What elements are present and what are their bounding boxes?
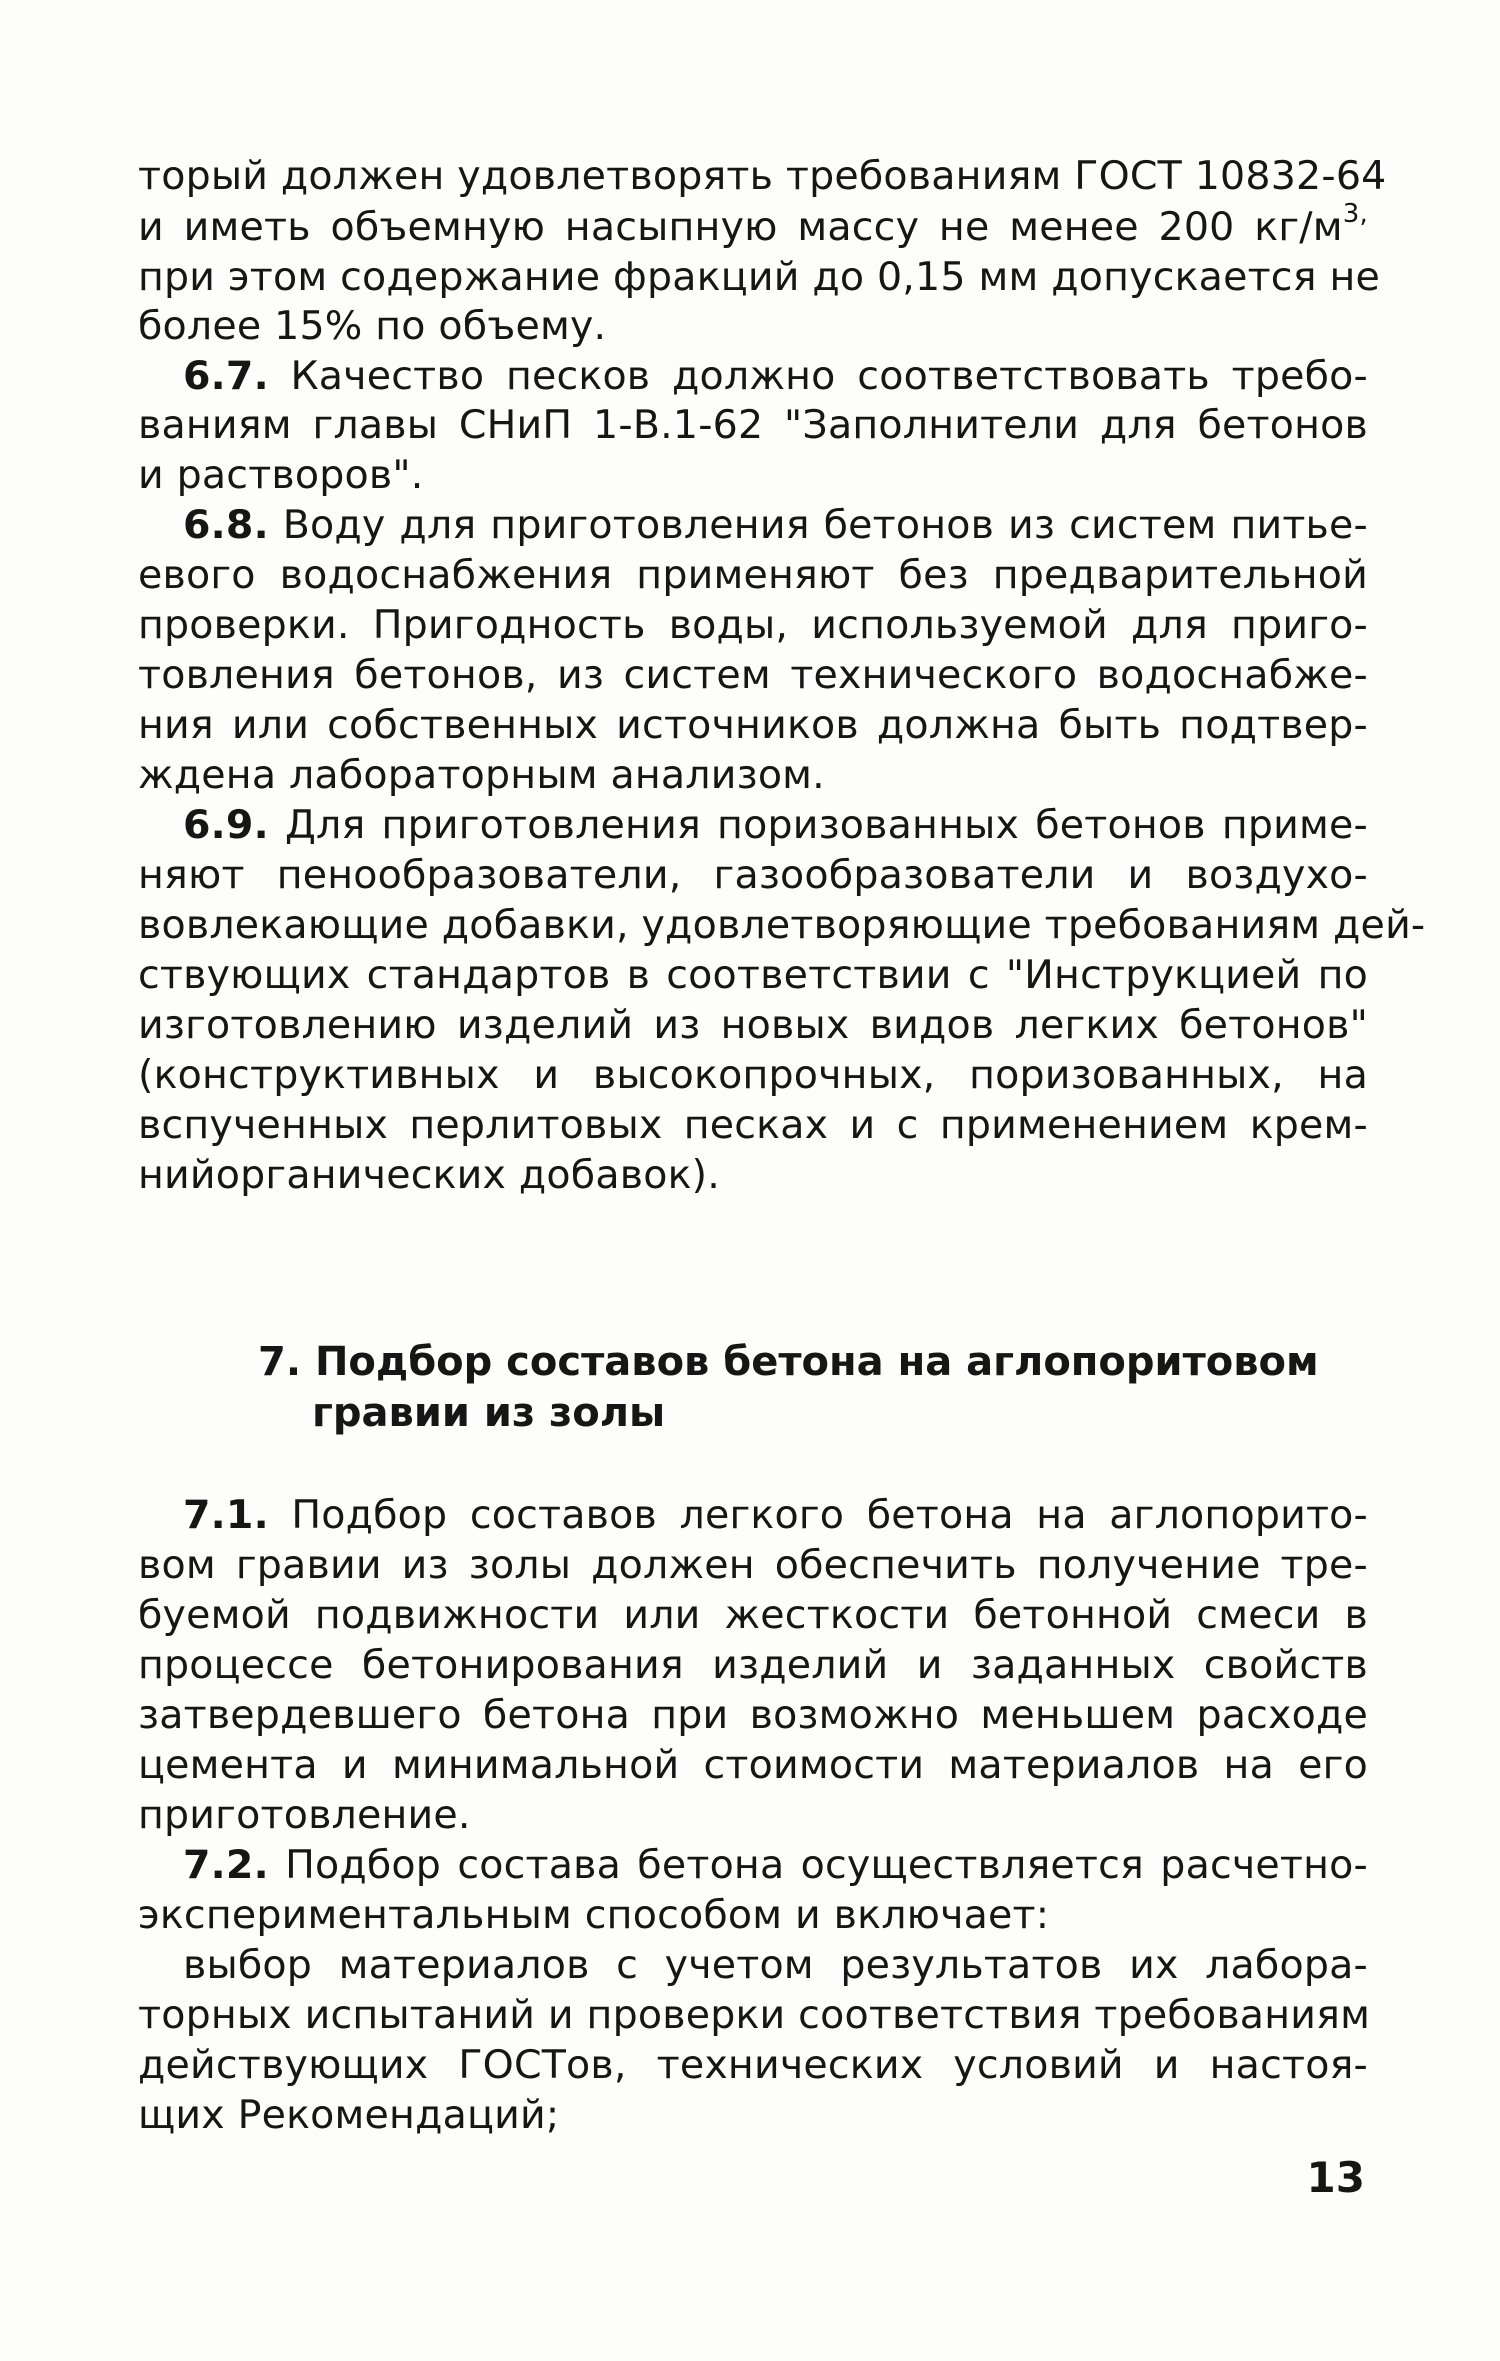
text-line: буемой подвижности или жесткости бетонной смеси в [138,1592,1368,1638]
text-fragment: Подбор состава бетона осуществляется расчетно- [285,1842,1368,1888]
text-line: экспериментальным способом и включает: [138,1892,1050,1938]
text-line: няют пенообразователи, газообразователи и воздухо- [138,852,1368,898]
paragraph-7-2-first-line [183,1842,1368,1888]
paragraph-6-9-first-line [183,802,1368,848]
text-line: приготовление. [138,1792,471,1838]
clause-number: 6.7. [183,353,269,399]
page-number: 13 [1306,2153,1365,2202]
section-heading: 7. Подбор составов бетона на аглопоритовом [258,1339,1319,1385]
text-fragment: Воду для приготовления бетонов из систем питье- [282,502,1368,548]
text-line: действующих ГОСТов, технических условий и настоя- [138,2042,1368,2088]
paragraph-6-8-first-line [183,502,1368,548]
text-fragment: и иметь объемную насыпную массу не менее 200 кг/м [138,204,1343,250]
text-fragment: Для приготовления поризованных бетонов приме- [284,802,1368,848]
text-line: процессе бетонирования изделий и заданных свойств [138,1642,1368,1688]
text-line: торных испытаний и проверки соответствия требованиям [138,1992,1371,2038]
text-line: торый должен удовлетворять требованиям ГОСТ 10832-64 [138,153,1387,199]
text-line: (конструктивных и высокопрочных, поризованных, на [138,1052,1368,1098]
paragraph-6-7-first-line [183,353,1368,399]
text-line: ваниям главы СНиП 1-В.1-62 "Заполнители для бетонов [138,402,1368,448]
text-line: затвердевшего бетона при возможно меньшем расходе [138,1692,1368,1738]
text-line: вом гравии из золы должен обеспечить получение тре- [138,1542,1368,1588]
text-fragment: Качество песков должно соответствовать требо- [290,353,1368,399]
text-line: товления бетонов, из систем технического водоснабже- [138,652,1368,698]
superscript: 3, [1342,198,1368,229]
text-line: выбор материалов с учетом результатов их лабора- [183,1942,1368,1988]
text-line: при этом содержание фракций до 0,15 мм допускается не [138,254,1380,300]
text-line: ждена лабораторным анализом. [138,752,825,798]
text-line: евого водоснабжения применяют без предварительной [138,552,1368,598]
text-line: проверки. Пригодность воды, используемой для приго- [138,602,1368,648]
text-line: цемента и минимальной стоимости материалов на его [138,1742,1368,1788]
text-line: более 15% по объему. [138,303,607,349]
text-line: и растворов". [138,452,424,498]
text-line: ния или собственных источников должна быть подтвер- [138,702,1368,748]
text-line: щих Рекомендаций; [138,2092,560,2138]
text-line: изготовлению изделий из новых видов легких бетонов" [138,1002,1368,1048]
text-line: ствующих стандартов в соответствии с "Инструкцией по [138,952,1368,998]
section-heading-continued: гравии из золы [312,1390,666,1436]
text-line: нийорганических добавок). [138,1152,720,1198]
text-line: вовлекающие добавки, удовлетворяющие требованиям дей- [138,902,1426,948]
clause-number: 7.1. [183,1492,269,1538]
text-line: вспученных перлитовых песках и с применением крем- [138,1102,1368,1148]
clause-number: 6.9. [183,802,269,848]
text-fragment: Подбор составов легкого бетона на аглопорито- [291,1492,1368,1538]
text-line [138,198,1368,250]
clause-number: 7.2. [183,1842,269,1888]
paragraph-7-1-first-line [183,1492,1368,1538]
clause-number: 6.8. [183,502,269,548]
